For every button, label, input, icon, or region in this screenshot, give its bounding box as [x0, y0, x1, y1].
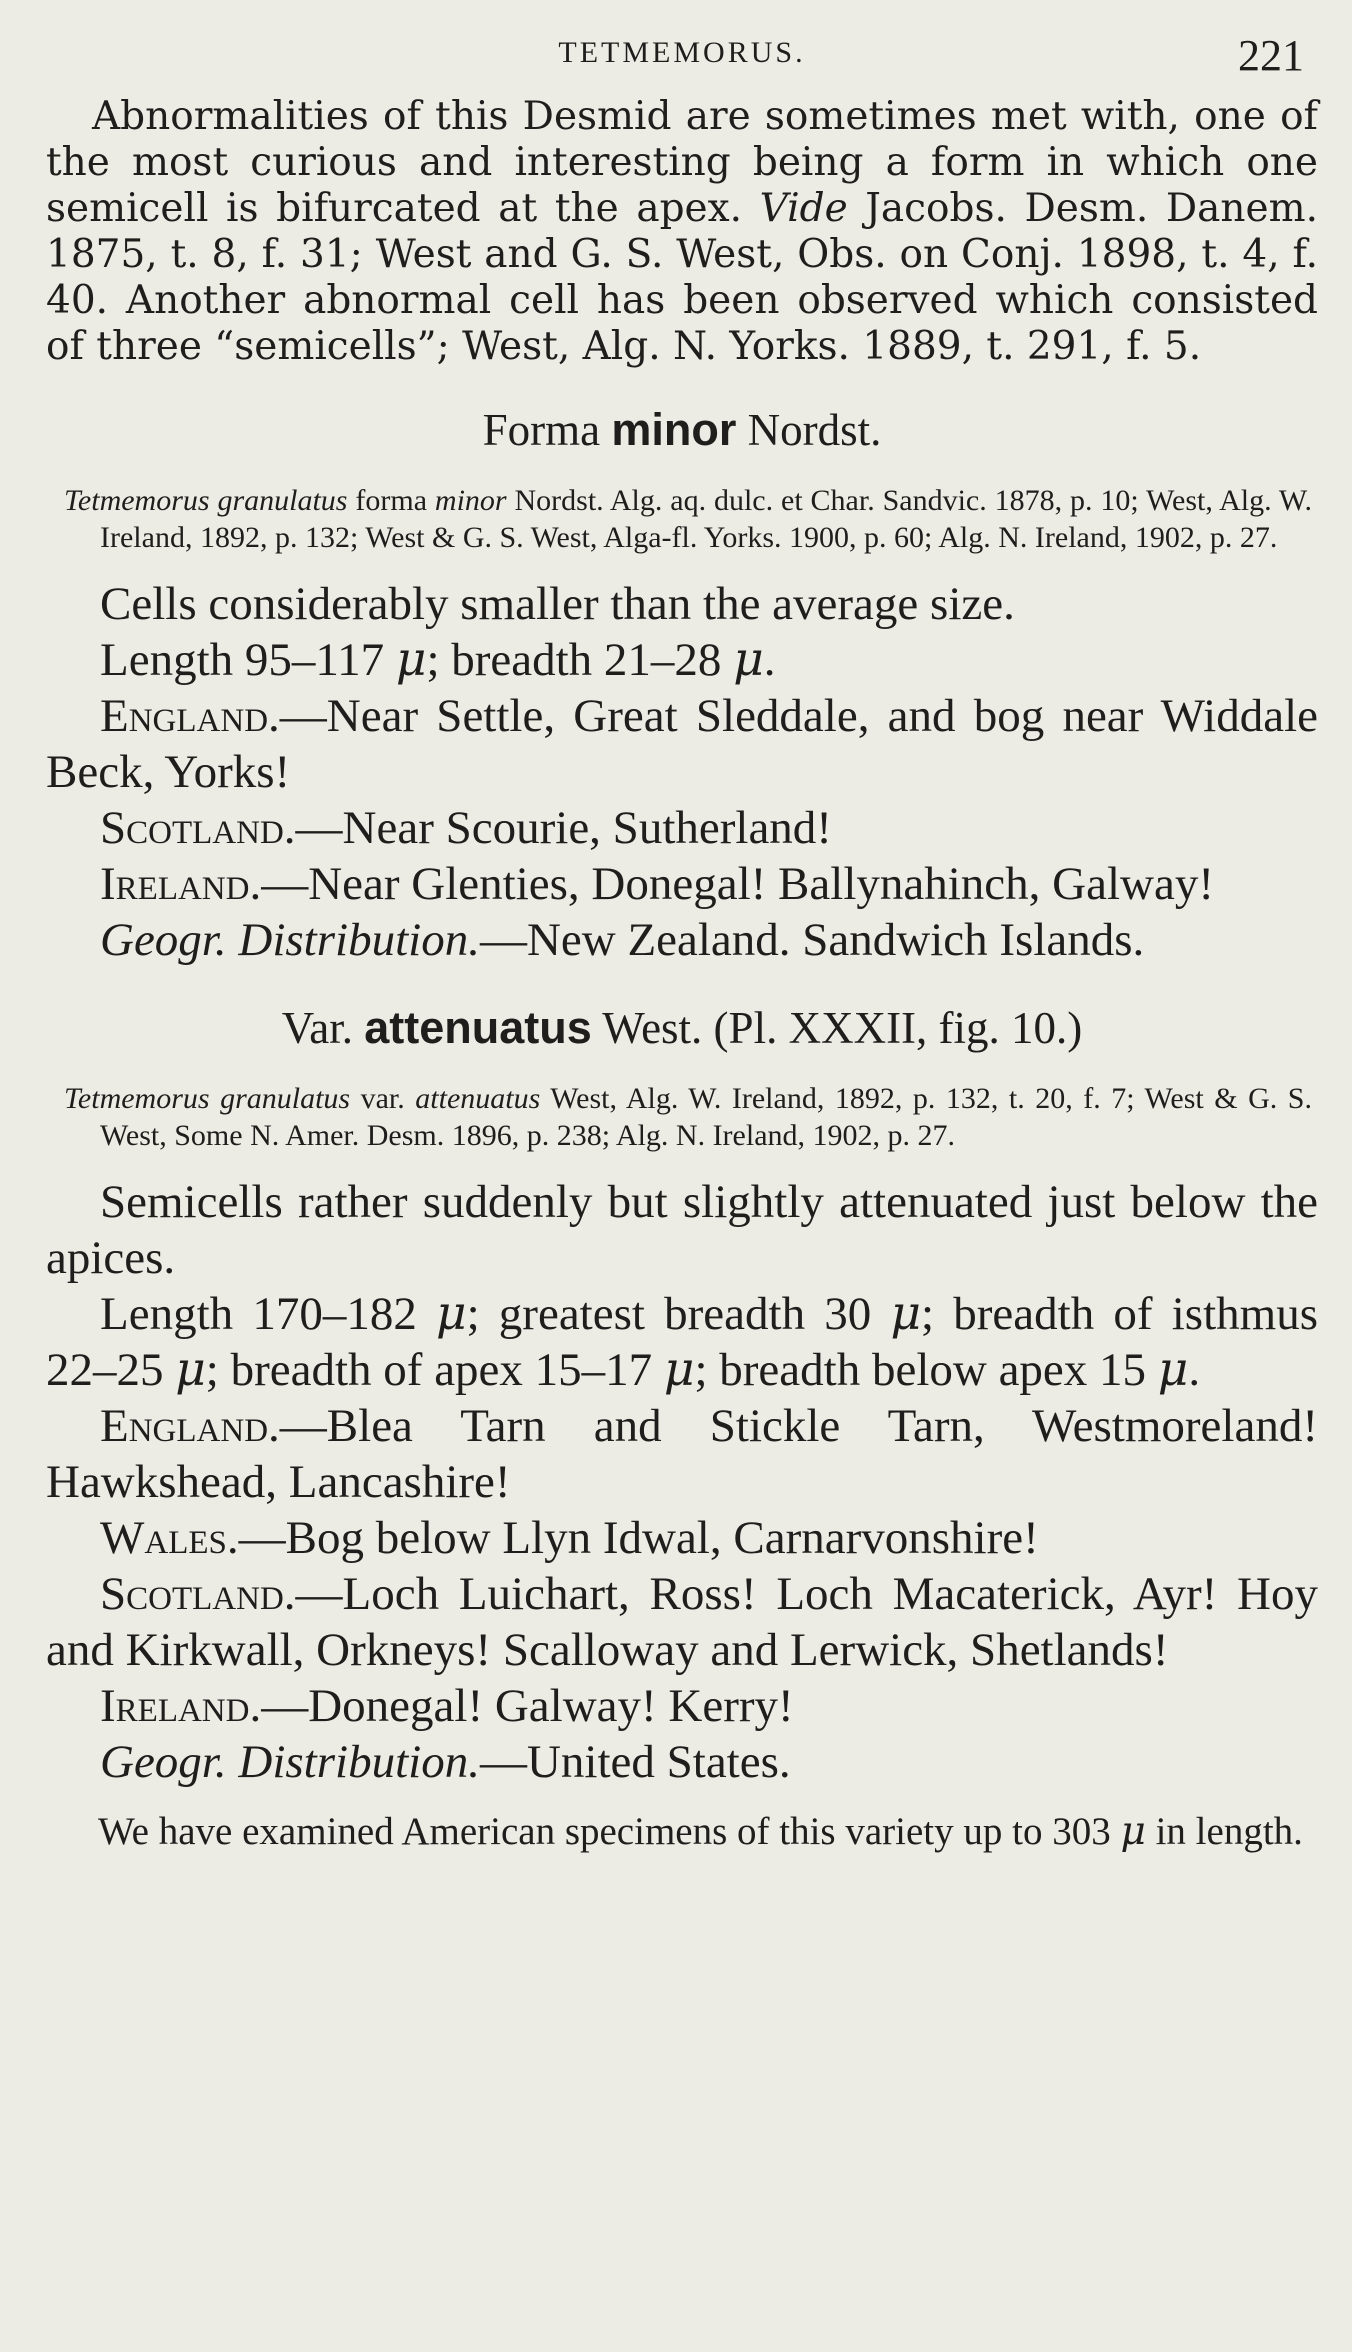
var-attenuatus-note: We have examined American specimens of this variety up to 303 μ in length. — [98, 1809, 1303, 1854]
intro-paragraph-block — [46, 94, 1318, 370]
forma-minor-desc: Cells considerably smaller than the average size. — [100, 578, 1015, 630]
forma-minor-heading: Forma minor Nordst. — [482, 404, 882, 455]
var-attenuatus-ireland: Ireland.—Donegal! Galway! Kerry! — [100, 1680, 794, 1732]
forma-minor-description — [46, 576, 1318, 968]
intro-text-1: Abnormalities of this Desmid are sometimes met with, one of the most curious and interesting being a form in which one semicell is bifurcated at the apex. — [46, 94, 1318, 231]
forma-minor-name: minor — [611, 404, 737, 455]
running-header — [46, 30, 1318, 94]
var-attenuatus-name: attenuatus — [364, 1002, 592, 1053]
var-attenuatus-england: England.—Blea Tarn and Stickle Tarn, Westmoreland! Hawkshead, Lancashire! — [46, 1400, 1318, 1508]
var-attenuatus-wales: Wales.—Bog below Llyn Idwal, Carnarvonshire! — [100, 1512, 1039, 1564]
forma-minor-scotland: Scotland.—Near Scourie, Sutherland! — [100, 802, 832, 854]
forma-minor-geogr: Geogr. Distribution.—New Zealand. Sandwich Islands. — [100, 914, 1145, 966]
intro-vide: Vide — [759, 186, 848, 231]
var-attenuatus-description — [46, 1174, 1318, 1790]
running-title: TETMEMORUS. — [558, 36, 806, 69]
var-attenuatus-geogr: Geogr. Distribution.—United States. — [100, 1736, 791, 1788]
forma-minor-england: England.—Near Settle, Great Sleddale, and bog near Widdale Beck, Yorks! — [46, 690, 1318, 798]
intro-paragraph — [46, 94, 1318, 370]
forma-minor-dimensions: Length 95–117 μ; breadth 21–28 μ. — [100, 632, 776, 687]
forma-minor-synonymy: Tetmemorus granulatus forma minor Nordst. Alg. aq. dulc. et Char. Sandvic. 1878, p. 10; West, Alg. W. Ireland, 1892, p. 132; West & G. S. West, Alga-fl. Yorks. 1900, p. 60; Alg. N. Ireland, 1902, p. 27. — [64, 484, 1312, 554]
var-attenuatus-scotland: Scotland.—Loch Luichart, Ross! Loch Macaterick, Ayr! Hoy and Kirkwall, Orkneys! Scalloway and Lerwick, Shetlands! — [46, 1568, 1318, 1676]
var-attenuatus-dimensions: Length 170–182 μ; greatest breadth 30 μ; breadth of isthmus 22–25 μ; breadth of apex 15–17 μ; breadth below apex 15 μ. — [46, 1286, 1318, 1397]
intro-text-2: Jacobs. Desm. Danem. 1875, t. 8, f. 31; West and G. S. West, Obs. on Conj. 1898, t. 4, f. 40. Another abnormal cell has been observed which consisted of three “semicells”; West, Alg. N. Yorks. 1889, t. 291, f. 5. — [46, 186, 1318, 369]
var-attenuatus-synonymy: Tetmemorus granulatus var. attenuatus West, Alg. W. Ireland, 1892, p. 132, t. 20, f. 7; West & G. S. West, Some N. Amer. Desm. 1896, p. 238; Alg. N. Ireland, 1902, p. 27. — [64, 1082, 1312, 1152]
forma-minor-ireland: Ireland.—Near Glenties, Donegal! Ballynahinch, Galway! — [100, 858, 1214, 910]
page-number: 221 — [1238, 31, 1304, 80]
var-attenuatus-heading: Var. attenuatus West. (Pl. XXXII, fig. 10.) — [281, 1002, 1083, 1053]
var-attenuatus-desc: Semicells rather suddenly but slightly attenuated just below the apices. — [46, 1176, 1318, 1284]
